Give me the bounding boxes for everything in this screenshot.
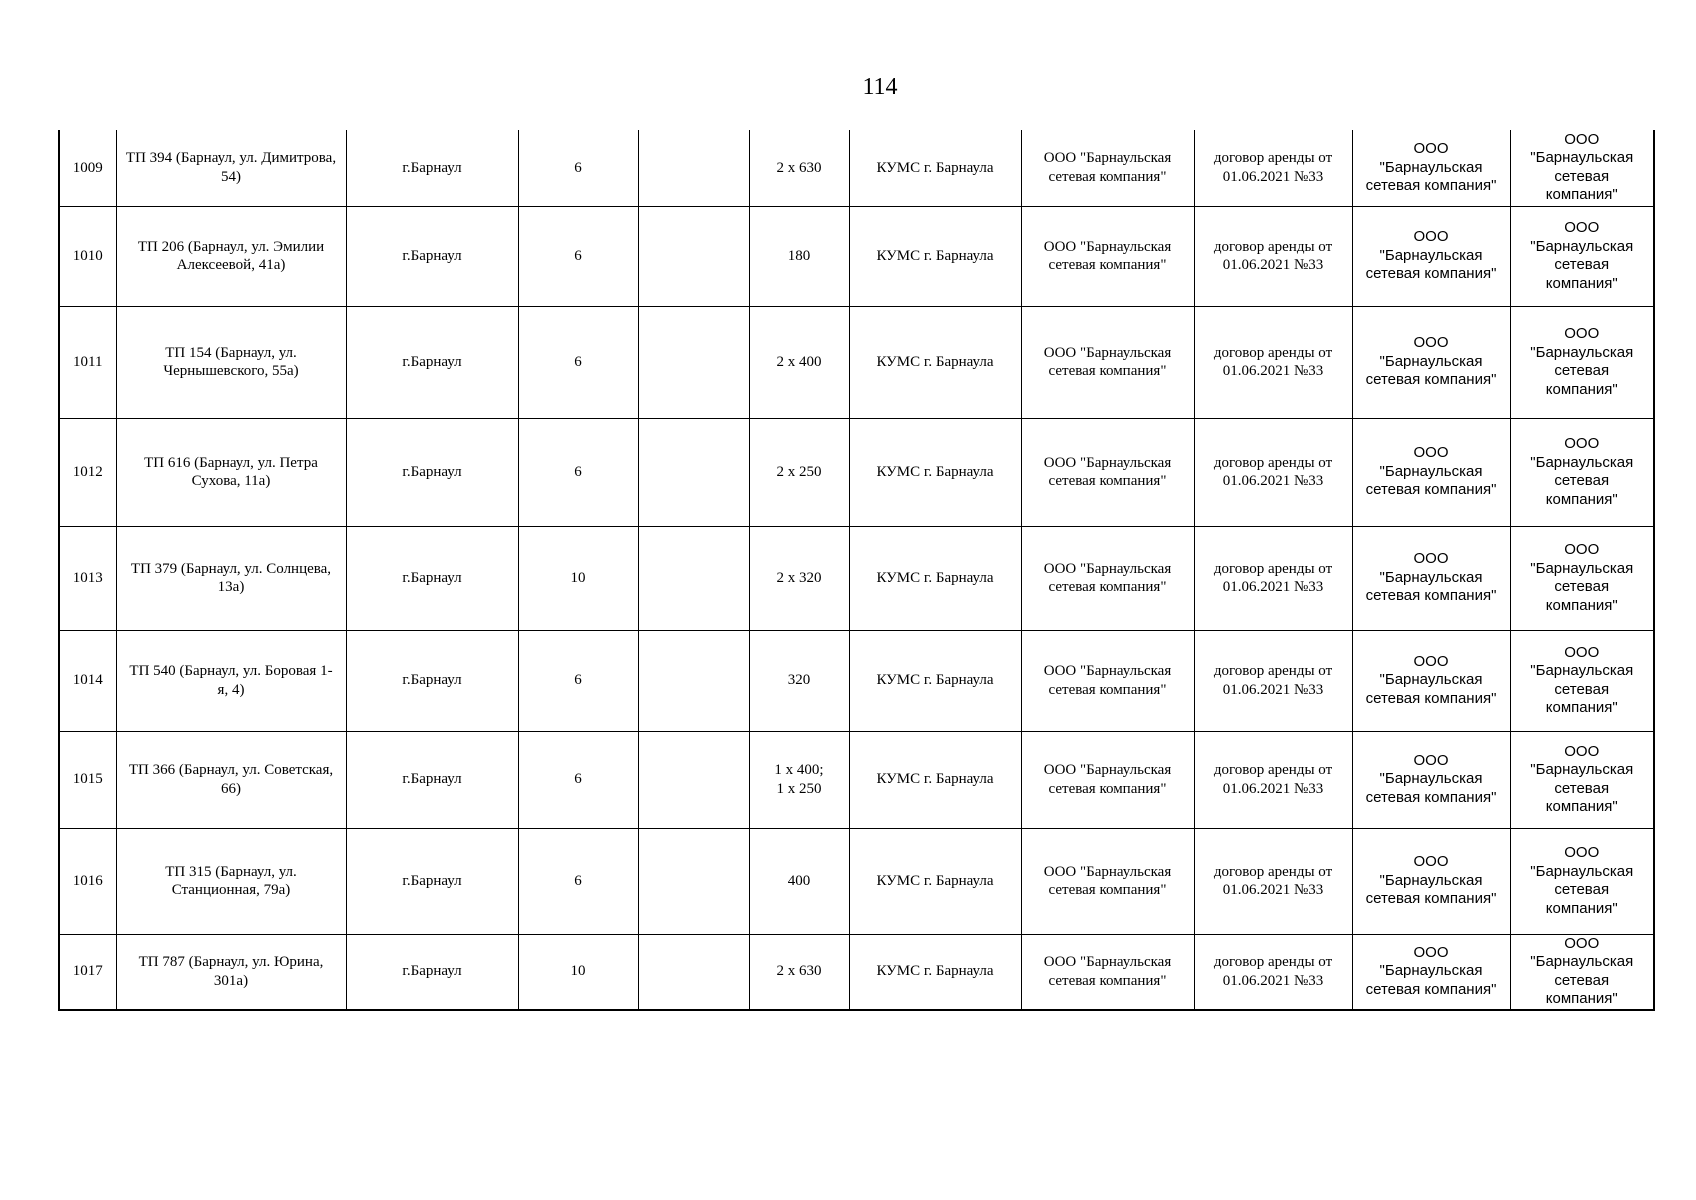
cell-number: 1012 (59, 418, 116, 526)
table-row (59, 130, 1654, 206)
cell-contract: договор аренды от 01.06.2021 №33 (1194, 206, 1352, 306)
cell-object-name: ТП 394 (Барнаул, ул. Димитрова, 54) (116, 130, 346, 206)
table-row (59, 630, 1654, 731)
substation-registry-table (58, 130, 1655, 1011)
cell-organization: ООО "Барнаульская сетевая компания" (1352, 828, 1510, 934)
cell-empty (638, 306, 749, 418)
cell-voltage: 6 (518, 828, 638, 934)
cell-voltage: 6 (518, 630, 638, 731)
cell-contract: договор аренды от 01.06.2021 №33 (1194, 828, 1352, 934)
cell-city: г.Барнаул (346, 130, 518, 206)
cell-operator: ООО "Барнаульская сетевая компания" (1021, 418, 1194, 526)
cell-organization-short: ООО "Барнаульская сетевая компания" (1510, 731, 1654, 828)
cell-voltage: 6 (518, 306, 638, 418)
cell-operator: ООО "Барнаульская сетевая компания" (1021, 630, 1194, 731)
cell-city: г.Барнаул (346, 418, 518, 526)
cell-contract: договор аренды от 01.06.2021 №33 (1194, 934, 1352, 1010)
cell-number: 1015 (59, 731, 116, 828)
cell-number: 1010 (59, 206, 116, 306)
cell-owner: КУМС г. Барнаула (849, 418, 1021, 526)
cell-number: 1013 (59, 526, 116, 630)
cell-city: г.Барнаул (346, 526, 518, 630)
cell-owner: КУМС г. Барнаула (849, 731, 1021, 828)
page-number: 114 (862, 74, 898, 100)
cell-object-name: ТП 366 (Барнаул, ул. Советская, 66) (116, 731, 346, 828)
cell-contract: договор аренды от 01.06.2021 №33 (1194, 418, 1352, 526)
cell-organization-short: ООО "Барнаульская сетевая компания" (1510, 526, 1654, 630)
cell-organization-short: ООО "Барнаульская сетевая компания" (1510, 306, 1654, 418)
cell-empty (638, 130, 749, 206)
cell-empty (638, 630, 749, 731)
table-row (59, 306, 1654, 418)
cell-owner: КУМС г. Барнаула (849, 306, 1021, 418)
cell-owner: КУМС г. Барнаула (849, 206, 1021, 306)
cell-voltage: 6 (518, 206, 638, 306)
cell-city: г.Барнаул (346, 206, 518, 306)
cell-number: 1014 (59, 630, 116, 731)
cell-empty (638, 934, 749, 1010)
cell-voltage: 10 (518, 934, 638, 1010)
cell-owner: КУМС г. Барнаула (849, 130, 1021, 206)
table-row (59, 418, 1654, 526)
cell-city: г.Барнаул (346, 731, 518, 828)
cell-operator: ООО "Барнаульская сетевая компания" (1021, 306, 1194, 418)
cell-empty (638, 206, 749, 306)
cell-transformer-power: 2 х 400 (749, 306, 849, 418)
cell-number: 1017 (59, 934, 116, 1010)
cell-operator: ООО "Барнаульская сетевая компания" (1021, 731, 1194, 828)
cell-organization-short: ООО "Барнаульская сетевая компания" (1510, 828, 1654, 934)
cell-city: г.Барнаул (346, 828, 518, 934)
table-row (59, 828, 1654, 934)
cell-transformer-power: 320 (749, 630, 849, 731)
cell-transformer-power: 2 х 320 (749, 526, 849, 630)
cell-operator: ООО "Барнаульская сетевая компания" (1021, 526, 1194, 630)
cell-voltage: 6 (518, 418, 638, 526)
cell-transformer-power: 180 (749, 206, 849, 306)
cell-voltage: 6 (518, 130, 638, 206)
cell-operator: ООО "Барнаульская сетевая компания" (1021, 934, 1194, 1010)
table-row (59, 526, 1654, 630)
cell-contract: договор аренды от 01.06.2021 №33 (1194, 526, 1352, 630)
cell-empty (638, 418, 749, 526)
cell-city: г.Барнаул (346, 934, 518, 1010)
table-body (59, 130, 1654, 1010)
table-row (59, 934, 1654, 1010)
cell-organization: ООО "Барнаульская сетевая компания" (1352, 526, 1510, 630)
cell-object-name: ТП 379 (Барнаул, ул. Солнцева, 13а) (116, 526, 346, 630)
cell-contract: договор аренды от 01.06.2021 №33 (1194, 630, 1352, 731)
cell-number: 1011 (59, 306, 116, 418)
cell-contract: договор аренды от 01.06.2021 №33 (1194, 130, 1352, 206)
cell-organization: ООО "Барнаульская сетевая компания" (1352, 630, 1510, 731)
cell-transformer-power: 400 (749, 828, 849, 934)
cell-object-name: ТП 616 (Барнаул, ул. Петра Сухова, 11а) (116, 418, 346, 526)
cell-organization-short: ООО "Барнаульская сетевая компания" (1510, 418, 1654, 526)
cell-organization: ООО "Барнаульская сетевая компания" (1352, 306, 1510, 418)
cell-contract: договор аренды от 01.06.2021 №33 (1194, 731, 1352, 828)
cell-object-name: ТП 540 (Барнаул, ул. Боровая 1-я, 4) (116, 630, 346, 731)
cell-operator: ООО "Барнаульская сетевая компания" (1021, 206, 1194, 306)
cell-transformer-power: 1 х 400; 1 х 250 (749, 731, 849, 828)
cell-owner: КУМС г. Барнаула (849, 828, 1021, 934)
cell-organization: ООО "Барнаульская сетевая компания" (1352, 418, 1510, 526)
cell-city: г.Барнаул (346, 306, 518, 418)
cell-transformer-power: 2 х 250 (749, 418, 849, 526)
cell-empty (638, 526, 749, 630)
cell-operator: ООО "Барнаульская сетевая компания" (1021, 828, 1194, 934)
cell-number: 1009 (59, 130, 116, 206)
cell-organization-short: ООО "Барнаульская сетевая компания" (1510, 934, 1654, 1010)
cell-object-name: ТП 154 (Барнаул, ул. Чернышевского, 55а) (116, 306, 346, 418)
cell-organization-short: ООО "Барнаульская сетевая компания" (1510, 630, 1654, 731)
cell-organization: ООО "Барнаульская сетевая компания" (1352, 130, 1510, 206)
cell-transformer-power: 2 х 630 (749, 934, 849, 1010)
cell-organization-short: ООО "Барнаульская сетевая компания" (1510, 130, 1654, 206)
cell-organization-short: ООО "Барнаульская сетевая компания" (1510, 206, 1654, 306)
cell-organization: ООО "Барнаульская сетевая компания" (1352, 731, 1510, 828)
cell-operator: ООО "Барнаульская сетевая компания" (1021, 130, 1194, 206)
cell-object-name: ТП 787 (Барнаул, ул. Юрина, 301а) (116, 934, 346, 1010)
cell-organization: ООО "Барнаульская сетевая компания" (1352, 206, 1510, 306)
cell-owner: КУМС г. Барнаула (849, 630, 1021, 731)
cell-owner: КУМС г. Барнаула (849, 526, 1021, 630)
table-row (59, 731, 1654, 828)
cell-transformer-power: 2 х 630 (749, 130, 849, 206)
cell-city: г.Барнаул (346, 630, 518, 731)
cell-number: 1016 (59, 828, 116, 934)
cell-voltage: 6 (518, 731, 638, 828)
cell-voltage: 10 (518, 526, 638, 630)
cell-empty (638, 731, 749, 828)
cell-object-name: ТП 206 (Барнаул, ул. Эмилии Алексеевой, 41а) (116, 206, 346, 306)
cell-contract: договор аренды от 01.06.2021 №33 (1194, 306, 1352, 418)
table-row (59, 206, 1654, 306)
cell-owner: КУМС г. Барнаула (849, 934, 1021, 1010)
cell-object-name: ТП 315 (Барнаул, ул. Станционная, 79а) (116, 828, 346, 934)
cell-organization: ООО "Барнаульская сетевая компания" (1352, 934, 1510, 1010)
cell-empty (638, 828, 749, 934)
